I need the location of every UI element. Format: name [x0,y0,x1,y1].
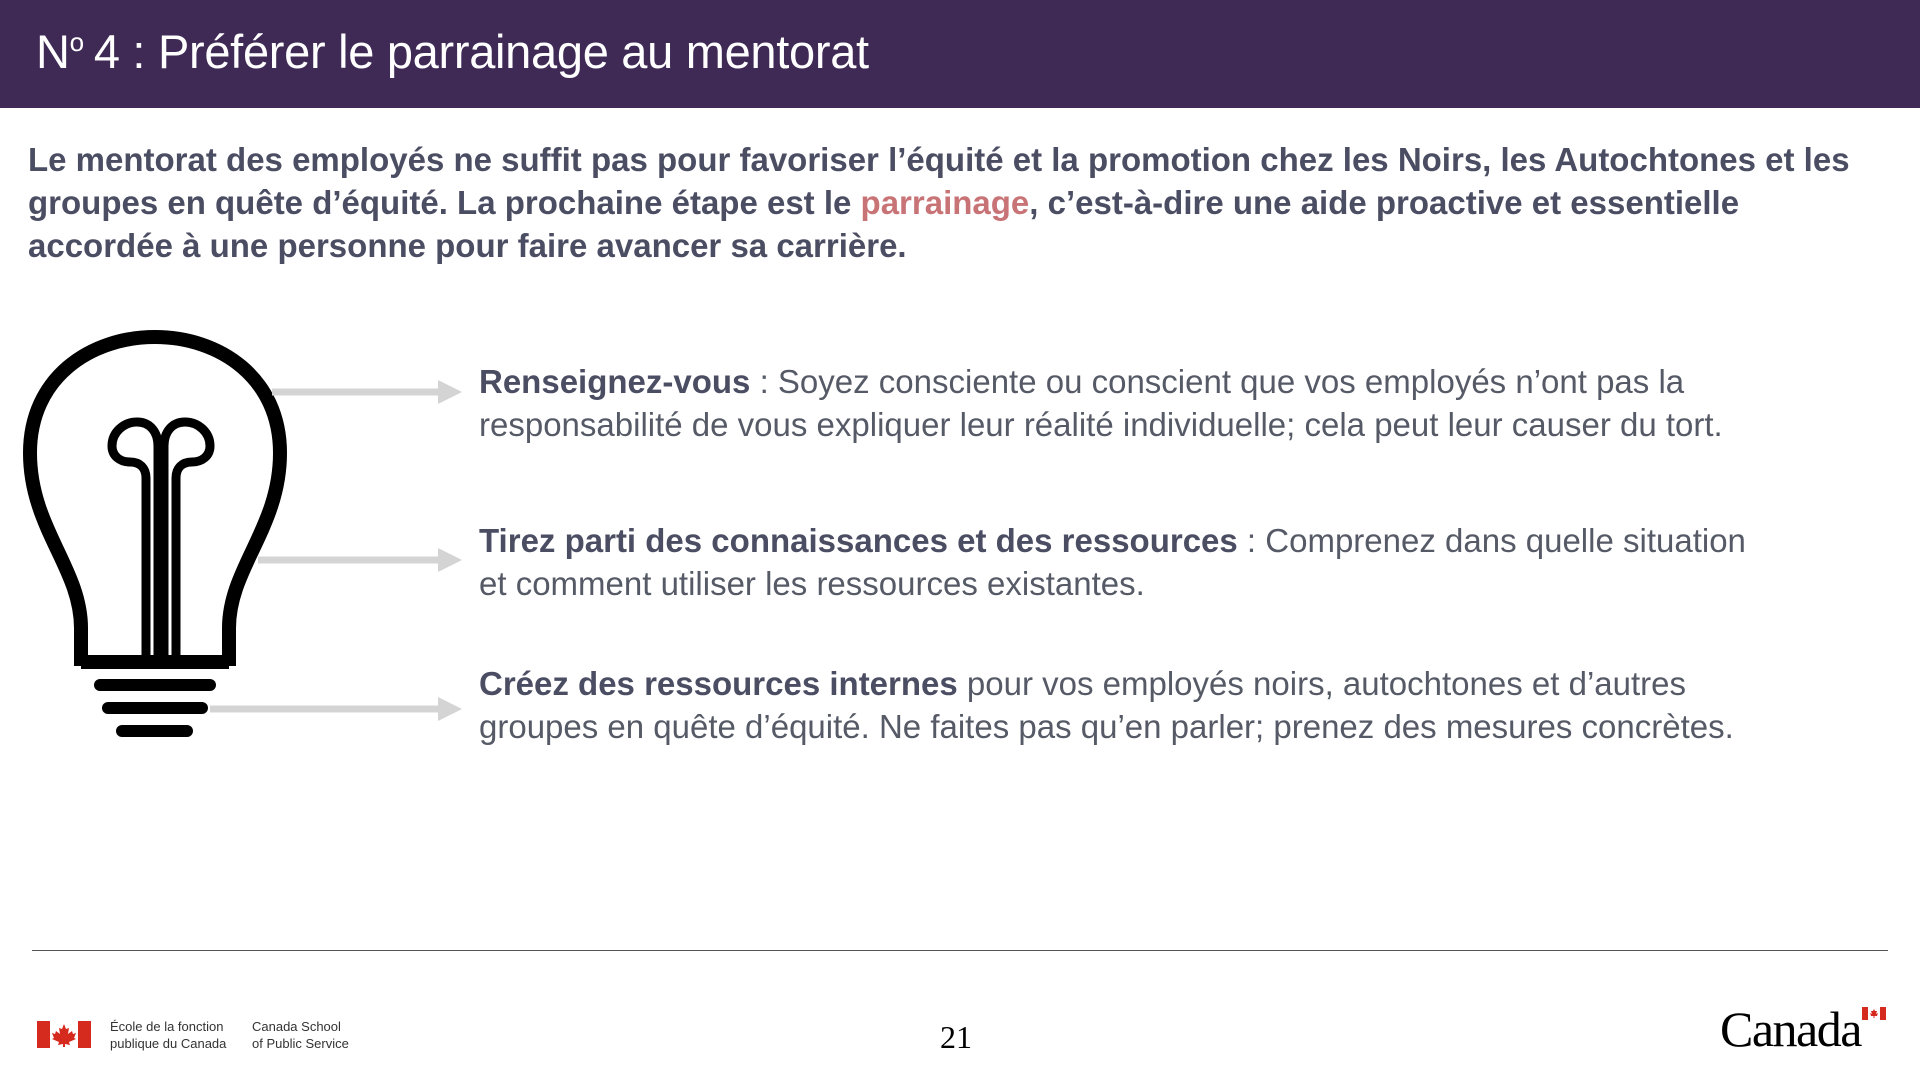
point-1 [479,360,1749,446]
canada-wordmark: Canada [1720,1001,1861,1057]
point-2 [479,519,1749,605]
canada-flag-icon [37,1021,91,1048]
point-2-text: : Comprenez dans quelle situation et comment utiliser les ressources existantes. [479,522,1746,602]
highlight-term: parrainage [860,184,1030,221]
lightbulb-icon [20,328,290,748]
title-bar [0,0,1920,108]
slide-title: $N^o$ 4 : Préférer le parrainage au mentorat [36,25,869,78]
point-3-text: pour vos employés noirs, autochtones et d’autres groupes en quête d’équité. Ne faites pas qu’en parler; prenez des mesures concrètes. [479,665,1734,745]
footer-divider [32,950,1888,951]
point-3 [479,662,1749,748]
point-1-lead: Renseignez-vous [479,363,751,400]
intro-paragraph: Le mentorat des employés ne suffit pas pour favoriser l’équité et la promotion chez les Noirs, les Autochtones et les groupes en quête d’équité. La prochaine étape est le parrainage, c’est-à-dire une aide proactive et essentielle accordée à une personne pour faire avancer sa carrière. [28,141,1850,264]
wordmark-flag-icon [1862,1007,1886,1020]
point-1-text: : Soyez consciente ou conscient que vos employés n’ont pas la responsabilité de vous expliquer leur réalité individuelle; cela peut leur causer du tort. [479,363,1723,443]
org-name-en: Canada School of Public Service [252,1019,349,1051]
point-3-lead: Créez des ressources internes [479,665,958,702]
point-2-lead: Tirez parti des connaissances et des ressources [479,522,1238,559]
page-number: 21 [940,1019,972,1055]
connector-arrow-1 [272,380,462,404]
org-name-fr: École de la fonction publique du Canada [110,1019,227,1051]
